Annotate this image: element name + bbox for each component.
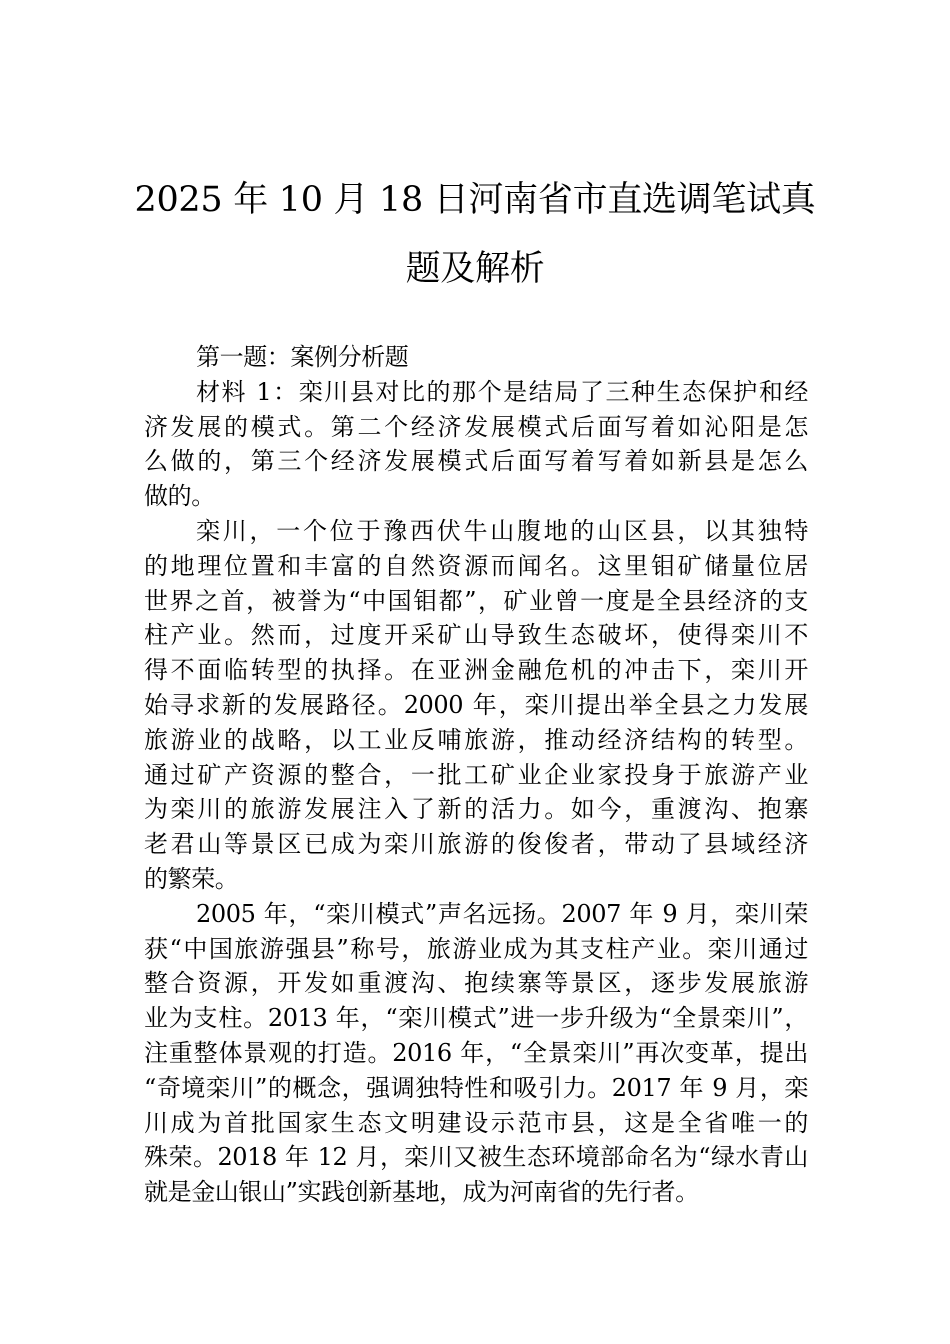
body-text-line: 柱产业。然而，过度开采矿山导致生态破坏，使得栾川不 xyxy=(144,621,808,650)
body-text-line: 为栾川的旅游发展注入了新的活力。如今，重渡沟、抱寨 xyxy=(144,795,808,824)
body-text-line: “奇境栾川”的概念，强调独特性和吸引力。2017 年 9 月，栾 xyxy=(144,1073,808,1102)
document-title-line-2: 题及解析 xyxy=(405,249,545,289)
body-text-line: 的繁荣。 xyxy=(144,864,239,893)
body-text-line: 的地理位置和丰富的自然资源而闻名。这里钼矿储量位居 xyxy=(144,551,808,580)
body-text-line: 通过矿产资源的整合，一批工矿业企业家投身于旅游产业 xyxy=(144,760,808,789)
body-text-line: 殊荣。2018 年 12 月，栾川又被生态环境部命名为“绿水青山 xyxy=(144,1143,808,1172)
body-text-line: 第一题：案例分析题 xyxy=(196,343,409,371)
document-title-line-1: 2025 年 10 月 18 日河南省市直选调笔试真 xyxy=(134,180,816,220)
body-text-line: 整合资源，开发如重渡沟、抱续寨等景区，逐步发展旅游 xyxy=(144,969,808,998)
body-text-line: 业为支柱。2013 年，“栾川模式”进一步升级为“全景栾川”， xyxy=(144,1004,808,1033)
body-text-line: 注重整体景观的打造。2016 年，“全景栾川”再次变革，提出 xyxy=(144,1038,808,1067)
body-text-line: 济发展的模式。第二个经济发展模式后面写着如沁阳是怎 xyxy=(144,412,808,441)
body-text-line: 川成为首批国家生态文明建设示范市县，这是全省唯一的 xyxy=(144,1108,808,1137)
body-text-line: 材料 1：栾川县对比的那个是结局了三种生态保护和经 xyxy=(196,377,808,406)
body-text-line: 栾川，一个位于豫西伏牛山腹地的山区县，以其独特 xyxy=(196,516,808,545)
document-body xyxy=(144,340,808,1210)
body-text-line: 做的。 xyxy=(144,482,215,511)
body-text-line: 得不面临转型的执择。在亚洲金融危机的冲击下，栾川开 xyxy=(144,656,808,685)
body-text-line: 么做的，第三个经济发展模式后面写着写着如新县是怎么 xyxy=(144,447,808,476)
body-text-line: 世界之首，被誉为“中国钼都”，矿业曾一度是全县经济的支 xyxy=(144,586,808,615)
body-text-line: 老君山等景区已成为栾川旅游的俊俊者，带动了县域经济 xyxy=(144,830,808,859)
body-text-line: 2005 年，“栾川模式”声名远扬。2007 年 9 月，栾川荣 xyxy=(196,899,808,928)
body-text-line: 就是金山银山”实践创新基地，成为河南省的先行者。 xyxy=(144,1178,699,1207)
body-text-line: 始寻求新的发展路径。2000 年，栾川提出举全县之力发展 xyxy=(144,690,808,719)
body-text-line: 获“中国旅游强县”称号，旅游业成为其支柱产业。栾川通过 xyxy=(144,934,808,963)
body-text-line: 旅游业的战略，以工业反哺旅游，推动经济结构的转型。 xyxy=(144,725,808,754)
